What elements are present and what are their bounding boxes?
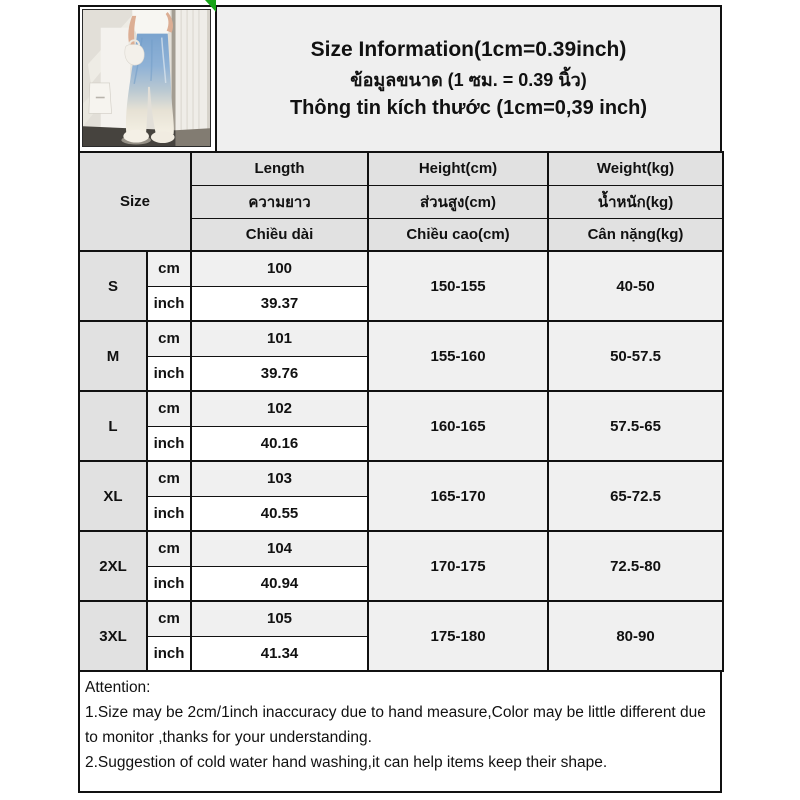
unit-cm-label: cm (147, 461, 191, 496)
weight-value: 80-90 (548, 601, 723, 671)
length-inch-value: 40.55 (191, 496, 368, 531)
unit-cm-label: cm (147, 321, 191, 356)
weight-header-vi: Cân nặng(kg) (548, 218, 723, 251)
length-header-th: ความยาว (191, 185, 368, 218)
weight-value: 65-72.5 (548, 461, 723, 531)
attention-title: Attention: (85, 679, 151, 696)
weight-header-th: น้ำหนัก(kg) (548, 185, 723, 218)
unit-cm-label: cm (147, 251, 191, 286)
length-inch-value: 39.37 (191, 286, 368, 321)
length-inch-value: 39.76 (191, 356, 368, 391)
header-row-english (79, 152, 723, 185)
attention-line-2: 2.Suggestion of cold water hand washing,it can help items keep their shape. (85, 754, 608, 771)
table-row (79, 531, 723, 566)
size-header-cell: Size (79, 152, 191, 251)
table-row (79, 461, 723, 496)
unit-inch-label: inch (147, 566, 191, 601)
size-information-title (217, 7, 720, 151)
unit-inch-label: inch (147, 496, 191, 531)
height-value: 160-165 (368, 391, 548, 461)
table-row (79, 251, 723, 286)
unit-cm-label: cm (147, 531, 191, 566)
weight-value: 57.5-65 (548, 391, 723, 461)
height-header-en: Height(cm) (368, 152, 548, 185)
length-cm-value: 104 (191, 531, 368, 566)
unit-cm-label: cm (147, 601, 191, 636)
weight-value: 50-57.5 (548, 321, 723, 391)
unit-inch-label: inch (147, 286, 191, 321)
unit-inch-label: inch (147, 636, 191, 671)
length-cm-value: 105 (191, 601, 368, 636)
height-value: 155-160 (368, 321, 548, 391)
table-row (79, 321, 723, 356)
length-cm-value: 102 (191, 391, 368, 426)
size-label: M (79, 321, 147, 391)
height-value: 175-180 (368, 601, 548, 671)
header-section (78, 5, 722, 153)
product-photo (80, 7, 217, 151)
length-inch-value: 40.16 (191, 426, 368, 461)
unit-cm-label: cm (147, 391, 191, 426)
unit-inch-label: inch (147, 426, 191, 461)
size-chart-image (78, 5, 722, 793)
size-table (78, 151, 724, 672)
table-row (79, 601, 723, 636)
length-header-vi: Chiều dài (191, 218, 368, 251)
height-value: 150-155 (368, 251, 548, 321)
title-vietnamese: Thông tin kích thước (1cm=0,39 inch) (289, 97, 648, 119)
height-header-vi: Chiều cao(cm) (368, 218, 548, 251)
size-label: S (79, 251, 147, 321)
height-value: 170-175 (368, 531, 548, 601)
length-header-en: Length (191, 152, 368, 185)
title-thai: ข้อมูลขนาด (1 ซม. = 0.39 นิ้ว) (350, 70, 587, 90)
weight-header-en: Weight(kg) (548, 152, 723, 185)
length-cm-value: 100 (191, 251, 368, 286)
size-label: 2XL (79, 531, 147, 601)
height-value: 165-170 (368, 461, 548, 531)
weight-value: 72.5-80 (548, 531, 723, 601)
weight-value: 40-50 (548, 251, 723, 321)
title-english: Size Information(1cm=0.39inch) (310, 38, 627, 61)
attention-note (78, 670, 722, 793)
length-inch-value: 41.34 (191, 636, 368, 671)
length-inch-value: 40.94 (191, 566, 368, 601)
size-label: XL (79, 461, 147, 531)
height-header-th: ส่วนสูง(cm) (368, 185, 548, 218)
attention-line-1: 1.Size may be 2cm/1inch inaccuracy due to hand measure,Color may be little different due to monitor ,thanks for your understanding. (85, 704, 706, 746)
table-row (79, 391, 723, 426)
product-photo-illustration (82, 9, 211, 147)
unit-inch-label: inch (147, 356, 191, 391)
length-cm-value: 103 (191, 461, 368, 496)
length-cm-value: 101 (191, 321, 368, 356)
size-label: 3XL (79, 601, 147, 671)
size-label: L (79, 391, 147, 461)
